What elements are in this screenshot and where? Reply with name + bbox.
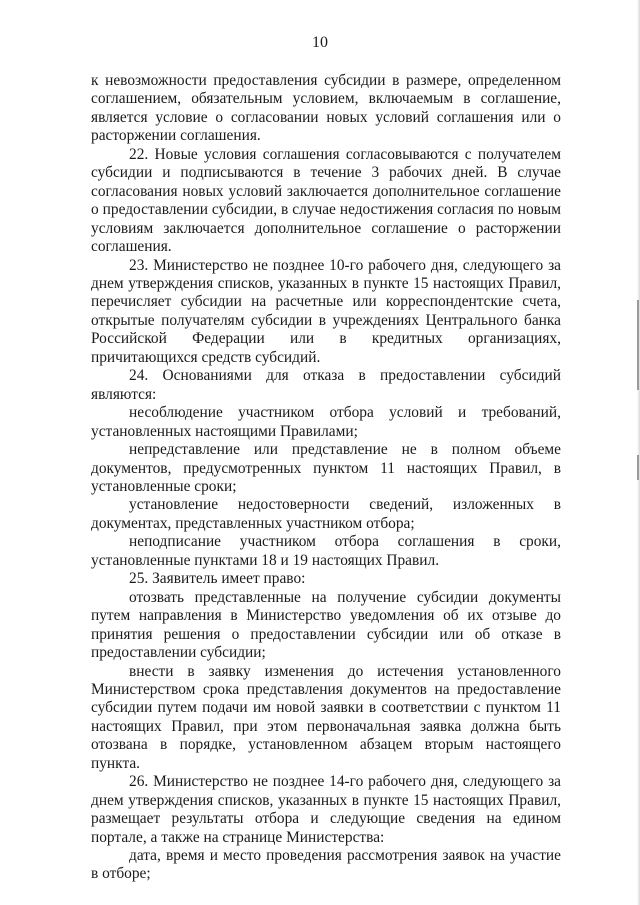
scan-edge-mark xyxy=(637,300,639,390)
paragraph-clause-24: 24. Основаниями для отказа в предоставлении субсидий являются: xyxy=(91,367,561,403)
paragraph-refusal-ground-3: установление недостоверности сведений, изложенных в документах, представленных участником отбора; xyxy=(91,496,561,532)
paragraph-applicant-right-2: внести в заявку изменения до истечения установленного Министерством срока представления документов на предоставление субсидии путем подачи им новой заявки в соответствии с пунктом 11 настоящих Правил, при этом первоначальная заявка должна быть отозвана в порядке, установленном абзацем вторым настоящего пункта. xyxy=(91,662,561,772)
scan-edge-mark xyxy=(637,455,639,480)
paragraph-clause-22: 22. Новые условия соглашения согласовываются с получателем субсидии и подписываются в течение 3 рабочих дней. В случае согласования новых условий заключается дополнительное соглашение о предоставлении субсидии, в случае недостижения согласия по новым условиям заключается дополнительное соглашение о расторжении соглашения. xyxy=(91,145,561,256)
paragraph-applicant-right-1: отозвать представленные на получение субсидии документы путем направления в Министерство уведомления об их отзыве до принятия решения о предоставлении субсидии или об отказе в предоставлении субсидии; xyxy=(91,588,561,662)
paragraph-refusal-ground-1: несоблюдение участником отбора условий и требований, установленных настоящими Правилами; xyxy=(91,404,561,440)
paragraph-refusal-ground-4: неподписание участником отбора соглашения в сроки, установленные пунктами 18 и 19 настоящих Правил. xyxy=(91,533,561,569)
paragraph-publication-item-1: дата, время и место проведения рассмотрения заявок на участие в отборе; xyxy=(91,847,561,883)
document-body xyxy=(91,72,561,884)
paragraph-continuation: к невозможности предоставления субсидии в размере, определенном соглашением, обязательным условием, включаемым в соглашение, является условие о согласовании новых условий соглашения или о расторжении соглашения. xyxy=(91,72,561,145)
page-number: 10 xyxy=(312,34,328,51)
paragraph-refusal-ground-2: непредставление или представление не в полном объеме документов, предусмотренных пунктом 11 настоящих Правил, в установленные сроки; xyxy=(91,441,561,495)
paragraph-clause-23: 23. Министерство не позднее 10-го рабочего дня, следующего за днем утверждения списков, указанных в пункте 15 настоящих Правил, перечисляет субсидии на расчетные или корреспондентские счета, открытые получателям субсидии в учреждениях Центрального банка Российской Федерации или в кредитных организациях, причитающихся средств субсидий. xyxy=(91,256,561,366)
paragraph-clause-26: 26. Министерство не позднее 14-го рабочего дня, следующего за днем утверждения списков, указанных в пункте 15 настоящих Правил, размещает результаты отбора и следующие сведения на едином портале, а также на странице Министерства: xyxy=(91,773,561,846)
paragraph-clause-25: 25. Заявитель имеет право: xyxy=(129,570,306,588)
